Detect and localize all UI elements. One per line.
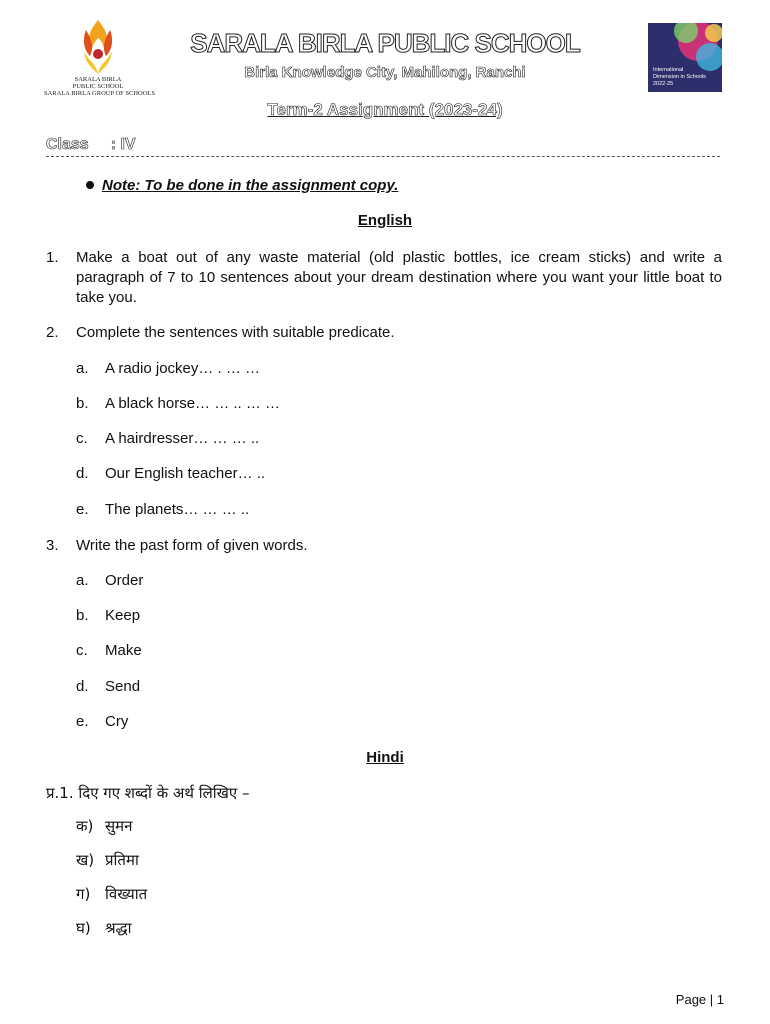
hindi-option-label: ग) xyxy=(76,885,91,903)
q3-option-label: b. xyxy=(76,607,89,624)
english-q2-text: Complete the sentences with suitable predicate. xyxy=(76,324,395,341)
q2-option-text: Our English teacher… .. xyxy=(105,465,266,482)
hindi-option-text: सुमन xyxy=(105,817,133,835)
english-heading: English xyxy=(357,212,413,229)
q3-option-text: Make xyxy=(105,642,142,659)
q2-option-label: c. xyxy=(76,430,88,447)
logo-line-2: PUBLIC SCHOOL xyxy=(72,83,124,90)
logo-line-1: SARALA BIRLA xyxy=(74,76,122,83)
hindi-option-text: प्रतिमा xyxy=(105,851,139,869)
q3-option-label: e. xyxy=(76,713,89,730)
q3-option-label: c. xyxy=(76,642,88,659)
badge-line-2: Dimension in Schools xyxy=(653,74,706,80)
page-number: Page | 1 xyxy=(675,992,724,1007)
hindi-option-text: श्रद्धा xyxy=(105,919,132,937)
q2-option-text: A radio jockey… . … … xyxy=(105,360,261,377)
q2-option-text: A hairdresser… … … .. xyxy=(105,430,260,447)
class-label: Class xyxy=(46,136,89,153)
class-value: : IV xyxy=(110,136,136,153)
q2-option-label: e. xyxy=(76,501,89,518)
q3-option-label: d. xyxy=(76,678,89,695)
class-line xyxy=(46,136,136,154)
english-q3-number: 3. xyxy=(46,537,59,554)
q2-option-text: A black horse… … .. … … xyxy=(105,395,281,412)
english-q1-number: 1. xyxy=(46,249,59,266)
school-name: SARALA BIRLA PUBLIC SCHOOL xyxy=(190,28,580,58)
q2-option-label: d. xyxy=(76,465,89,482)
english-q1-text: Make a boat out of any waste material (old plastic bottles, ice cream sticks) and write a paragraph of 7 to 10 sentences about your dream destination where you want your little boat to take you. xyxy=(76,249,722,306)
badge-line-3: 2022-25 xyxy=(653,81,674,87)
assignment-title: Term-2 Assignment (2023-24) xyxy=(267,100,503,119)
q3-option-text: Send xyxy=(105,678,141,695)
bullet-icon xyxy=(86,181,94,189)
school-address: Birla Knowledge City, Mahilong, Ranchi xyxy=(244,64,526,81)
english-q3-text: Write the past form of given words. xyxy=(76,537,308,554)
note-text: Note: To be done in the assignment copy. xyxy=(102,177,399,194)
hindi-option-label: ख) xyxy=(76,851,95,869)
q3-option-text: Order xyxy=(105,572,144,589)
q2-option-label: b. xyxy=(76,395,89,412)
hindi-q1-text: प्र.1. दिए गए शब्दों के अर्थ लिखिए – xyxy=(46,784,250,802)
q3-option-text: Cry xyxy=(105,713,129,730)
note-line xyxy=(86,176,398,196)
logo-line-3: SARALA BIRLA GROUP OF SCHOOLS xyxy=(44,90,156,97)
hindi-option-text: विख्यात xyxy=(105,885,148,903)
q3-option-label: a. xyxy=(76,572,89,589)
hindi-option-label: घ) xyxy=(76,919,91,937)
q2-option-label: a. xyxy=(76,360,89,377)
badge-line-1: International xyxy=(653,67,684,73)
hindi-heading: Hindi xyxy=(366,749,404,766)
dashed-divider xyxy=(46,156,720,157)
q3-option-text: Keep xyxy=(105,607,141,624)
q2-option-text: The planets… … … .. xyxy=(105,501,250,518)
hindi-option-label: क) xyxy=(76,817,94,835)
english-q2-number: 2. xyxy=(46,324,59,341)
